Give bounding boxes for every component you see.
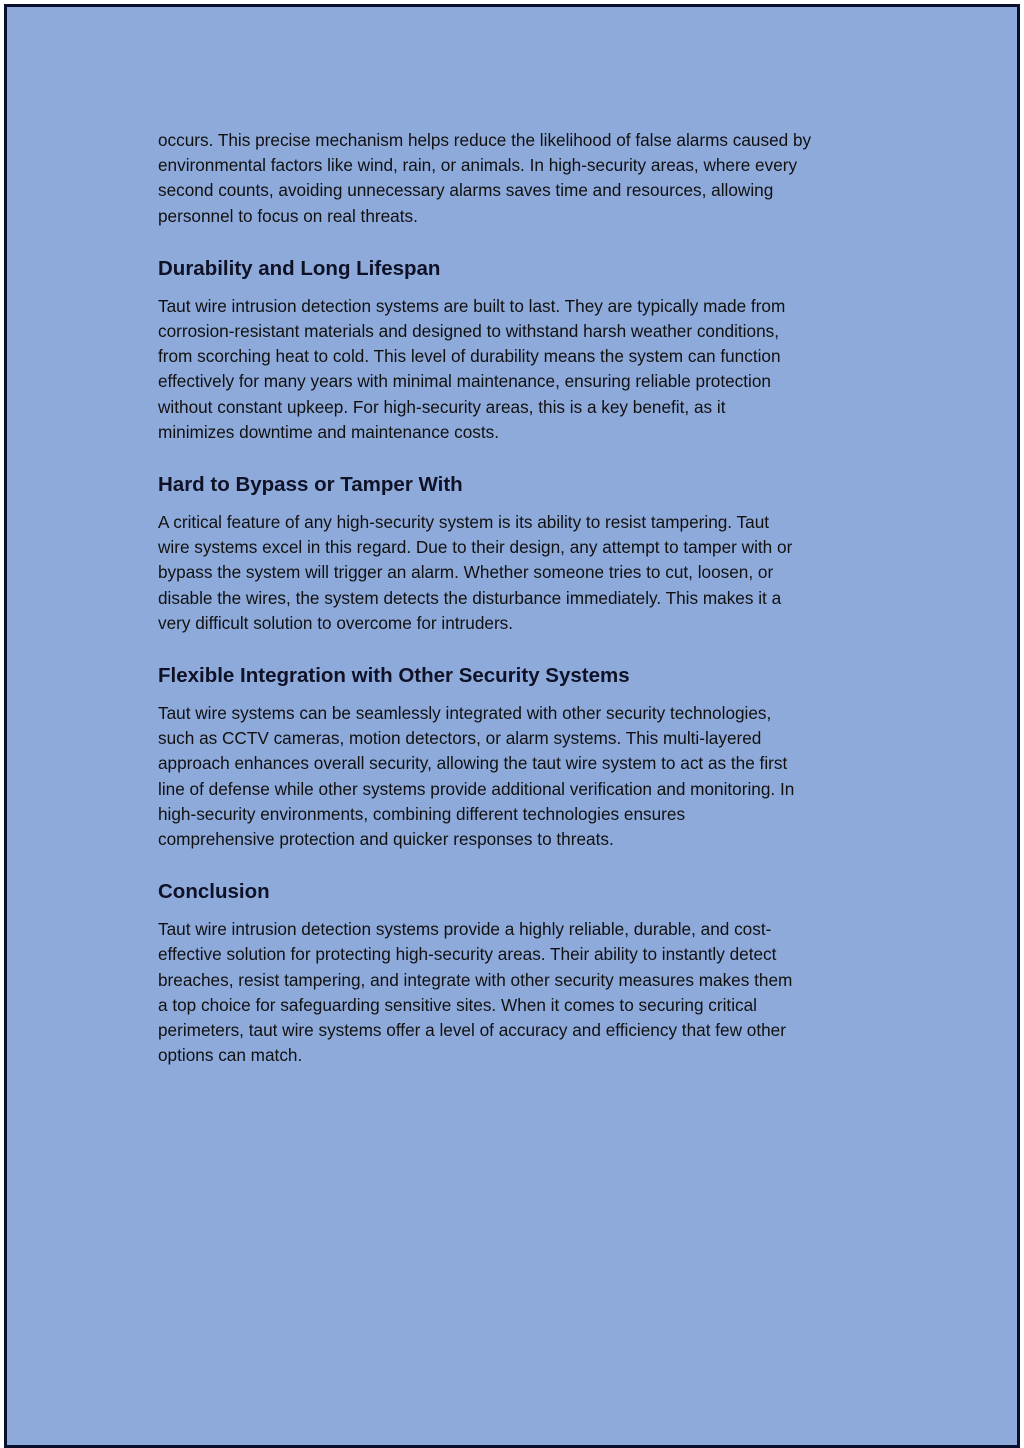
section-heading-integration: Flexible Integration with Other Security Systems <box>158 664 630 688</box>
section-heading-conclusion: Conclusion <box>158 880 270 904</box>
section-body-tamper: A critical feature of any high-security system is its ability to resist tampering. Taut wire systems excel in this regard. Due to their design, any attempt to tamper with or bypass the system will trigger an alarm. Whether someone tries to cut, loosen, or disable the wires, the system detects the disturbance immediately. This makes it a very difficult solution to overcome for intruders. <box>158 512 793 633</box>
intro-paragraph: occurs. This precise mechanism helps reduce the likelihood of false alarms caused by environmental factors like wind, rain, or animals. In high-security areas, where every second counts, avoiding unnecessary alarms saves time and resources, allowing personnel to focus on real threats. <box>158 130 812 226</box>
section-body-integration: Taut wire systems can be seamlessly integrated with other security technologies, such as CCTV cameras, motion detectors, or alarm systems. This multi-layered approach enhances overall security, allowing the taut wire system to act as the first line of defense while other systems provide additional verification and monitoring. In high-security environments, combining different technologies ensures comprehensive protection and quicker responses to threats. <box>158 703 795 850</box>
section-heading-tamper: Hard to Bypass or Tamper With <box>158 473 463 497</box>
section-body-conclusion: Taut wire intrusion detection systems provide a highly reliable, durable, and cost- effective solution for protecting high-security areas. Their ability to instantly detect breaches, resist tampering, and integrate with other security measures makes them a top choice for safeguarding sensitive sites. When it comes to securing critical perimeters, taut wire systems offer a level of accuracy and efficiency that few other options can match. <box>158 919 793 1066</box>
document-body <box>158 128 883 1068</box>
document-page <box>4 4 1020 1448</box>
section-body-durability: Taut wire intrusion detection systems are built to last. They are typically made from corrosion-resistant materials and designed to withstand harsh weather conditions, from scorching heat to cold. This level of durability means the system can function effectively for many years with minimal maintenance, ensuring reliable protection without constant upkeep. For high-security areas, this is a key benefit, as it minimizes downtime and maintenance costs. <box>158 295 786 442</box>
section-heading-durability: Durability and Long Lifespan <box>158 256 441 280</box>
